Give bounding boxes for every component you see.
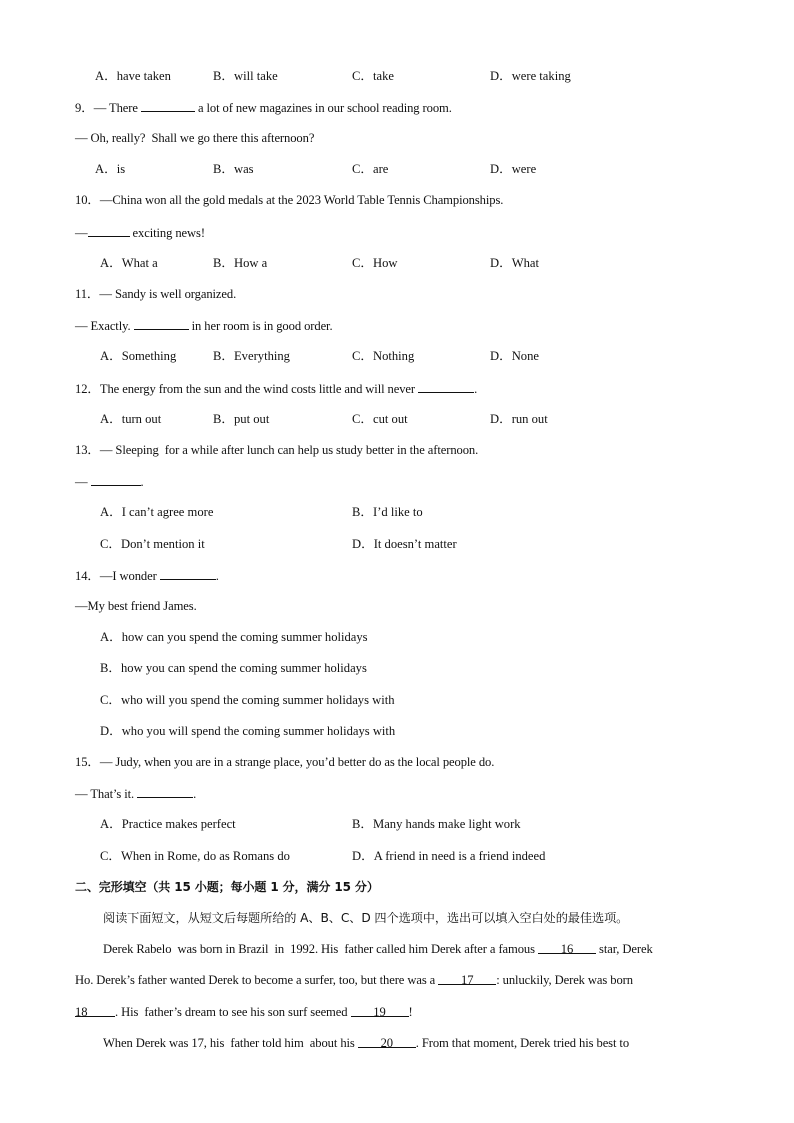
q11-stem: 11．— Sandy is well organized. bbox=[75, 287, 237, 301]
passage-text: . His father’s dream to see his son surf seemed bbox=[115, 1005, 351, 1019]
q15-option-a[interactable]: A．Practice makes perfect bbox=[100, 817, 236, 831]
passage-text: : unluckily, Derek was born bbox=[496, 973, 633, 987]
passage-text: . From that moment, Derek tried his best to bbox=[415, 1036, 630, 1050]
q10-option-a[interactable]: A．What a bbox=[100, 256, 158, 270]
q9-stem-pre: 9．— There bbox=[75, 101, 141, 115]
q13-option-b[interactable]: B．I’d like to bbox=[352, 505, 423, 519]
q14-reply: —My best friend James. bbox=[75, 599, 197, 613]
q14-stem-pre: 14．—I wonder bbox=[75, 569, 160, 583]
cloze-blank-20: 20 bbox=[358, 1035, 416, 1048]
passage-text: When Derek was 17, his father told him about his bbox=[103, 1036, 358, 1050]
q8-option-a[interactable]: A．have taken bbox=[95, 69, 171, 83]
q14-option-c[interactable]: C．who will you spend the coming summer holidays with bbox=[100, 693, 395, 707]
q10-stem: 10．—China won all the gold medals at the 2023 World Table Tennis Championships. bbox=[75, 193, 504, 207]
q11-option-c[interactable]: C．Nothing bbox=[352, 349, 415, 363]
passage-line-4 bbox=[103, 1035, 629, 1051]
q12-option-b[interactable]: B．put out bbox=[213, 412, 270, 426]
q13-reply-post: . bbox=[140, 475, 144, 489]
section-heading: 二、完形填空（共 15 小题；每小题 1 分，满分 15 分） bbox=[75, 880, 379, 894]
q12-option-c[interactable]: C．cut out bbox=[352, 412, 408, 426]
q15-option-c[interactable]: C．When in Rome, do as Romans do bbox=[100, 849, 290, 863]
q14-stem-post: . bbox=[215, 569, 219, 583]
q15-option-b[interactable]: B．Many hands make light work bbox=[352, 817, 521, 831]
q15-reply-pre: — That’s it. bbox=[75, 787, 138, 801]
q9-stem-post: a lot of new magazines in our school reading room. bbox=[194, 101, 452, 115]
q11-blank bbox=[134, 317, 189, 330]
q11-option-a[interactable]: A．Something bbox=[100, 349, 177, 363]
q12-stem bbox=[75, 380, 477, 397]
q10-reply bbox=[75, 224, 205, 241]
q12-stem-post: . bbox=[474, 382, 478, 396]
q13-blank bbox=[91, 473, 141, 486]
q11-reply bbox=[75, 317, 333, 334]
section-instruction: 阅读下面短文，从短文后每题所给的 A、B、C、D 四个选项中，选出可以填入空白处的最佳选项。 bbox=[103, 911, 629, 925]
q14-option-b[interactable]: B．how you can spend the coming summer holidays bbox=[100, 661, 367, 675]
passage-line-1 bbox=[103, 941, 653, 957]
q15-blank bbox=[137, 785, 193, 798]
q9-stem bbox=[75, 99, 452, 116]
q15-reply-post: . bbox=[193, 787, 197, 801]
passage-text: Ho. Derek’s father wanted Derek to become a surfer, too, but there was a bbox=[75, 973, 439, 987]
passage-text: Derek Rabelo was born in Brazil in 1992. His father called him Derek after a famous bbox=[103, 942, 538, 956]
q12-blank bbox=[418, 380, 474, 393]
q12-option-d[interactable]: D．run out bbox=[490, 412, 548, 426]
q14-option-a[interactable]: A．how can you spend the coming summer holidays bbox=[100, 630, 368, 644]
q13-reply-pre: — bbox=[75, 475, 91, 489]
q13-reply bbox=[75, 473, 144, 490]
q14-stem bbox=[75, 567, 219, 584]
q11-option-d[interactable]: D．None bbox=[490, 349, 539, 363]
passage-line-3 bbox=[75, 1004, 413, 1020]
q14-option-d[interactable]: D．who you will spend the coming summer holidays with bbox=[100, 724, 396, 738]
cloze-blank-19: 19 bbox=[351, 1004, 409, 1017]
q13-option-c[interactable]: C．Don’t mention it bbox=[100, 537, 205, 551]
q10-reply-pre: — bbox=[75, 226, 88, 240]
q13-stem: 13．— Sleeping for a while after lunch can help us study better in the afternoon. bbox=[75, 443, 479, 457]
q12-stem-pre: 12．The energy from the sun and the wind costs little and will never bbox=[75, 382, 419, 396]
q11-option-b[interactable]: B．Everything bbox=[213, 349, 290, 363]
passage-text: star, Derek bbox=[595, 942, 653, 956]
q10-option-b[interactable]: B．How a bbox=[213, 256, 268, 270]
q13-option-a[interactable]: A．I can’t agree more bbox=[100, 505, 214, 519]
q15-option-d[interactable]: D．A friend in need is a friend indeed bbox=[352, 849, 546, 863]
q14-blank bbox=[160, 567, 216, 580]
q9-reply: — Oh, really? Shall we go there this afternoon? bbox=[75, 131, 315, 145]
q15-reply bbox=[75, 785, 196, 802]
q9-option-c[interactable]: C．are bbox=[352, 162, 389, 176]
q15-stem: 15．— Judy, when you are in a strange place, you’d better do as the local people do. bbox=[75, 755, 495, 769]
passage-text: ! bbox=[408, 1005, 413, 1019]
cloze-blank-18: 18 bbox=[75, 1004, 115, 1017]
q10-option-c[interactable]: C．How bbox=[352, 256, 398, 270]
q9-option-d[interactable]: D．were bbox=[490, 162, 537, 176]
q8-option-c[interactable]: C．take bbox=[352, 69, 394, 83]
q11-reply-pre: — Exactly. bbox=[75, 319, 134, 333]
q13-option-d[interactable]: D．It doesn’t matter bbox=[352, 537, 457, 551]
q9-blank bbox=[141, 99, 195, 112]
passage-line-2 bbox=[75, 972, 633, 988]
cloze-blank-16: 16 bbox=[538, 941, 596, 954]
q12-option-a[interactable]: A．turn out bbox=[100, 412, 162, 426]
cloze-blank-17: 17 bbox=[438, 972, 496, 985]
q8-option-d[interactable]: D．were taking bbox=[490, 69, 571, 83]
q11-reply-post: in her room is in good order. bbox=[188, 319, 333, 333]
q9-option-a[interactable]: A．is bbox=[95, 162, 126, 176]
q10-blank bbox=[88, 224, 130, 237]
q10-option-d[interactable]: D．What bbox=[490, 256, 539, 270]
q8-option-b[interactable]: B．will take bbox=[213, 69, 278, 83]
q10-reply-post: exciting news! bbox=[129, 226, 205, 240]
q9-option-b[interactable]: B．was bbox=[213, 162, 254, 176]
